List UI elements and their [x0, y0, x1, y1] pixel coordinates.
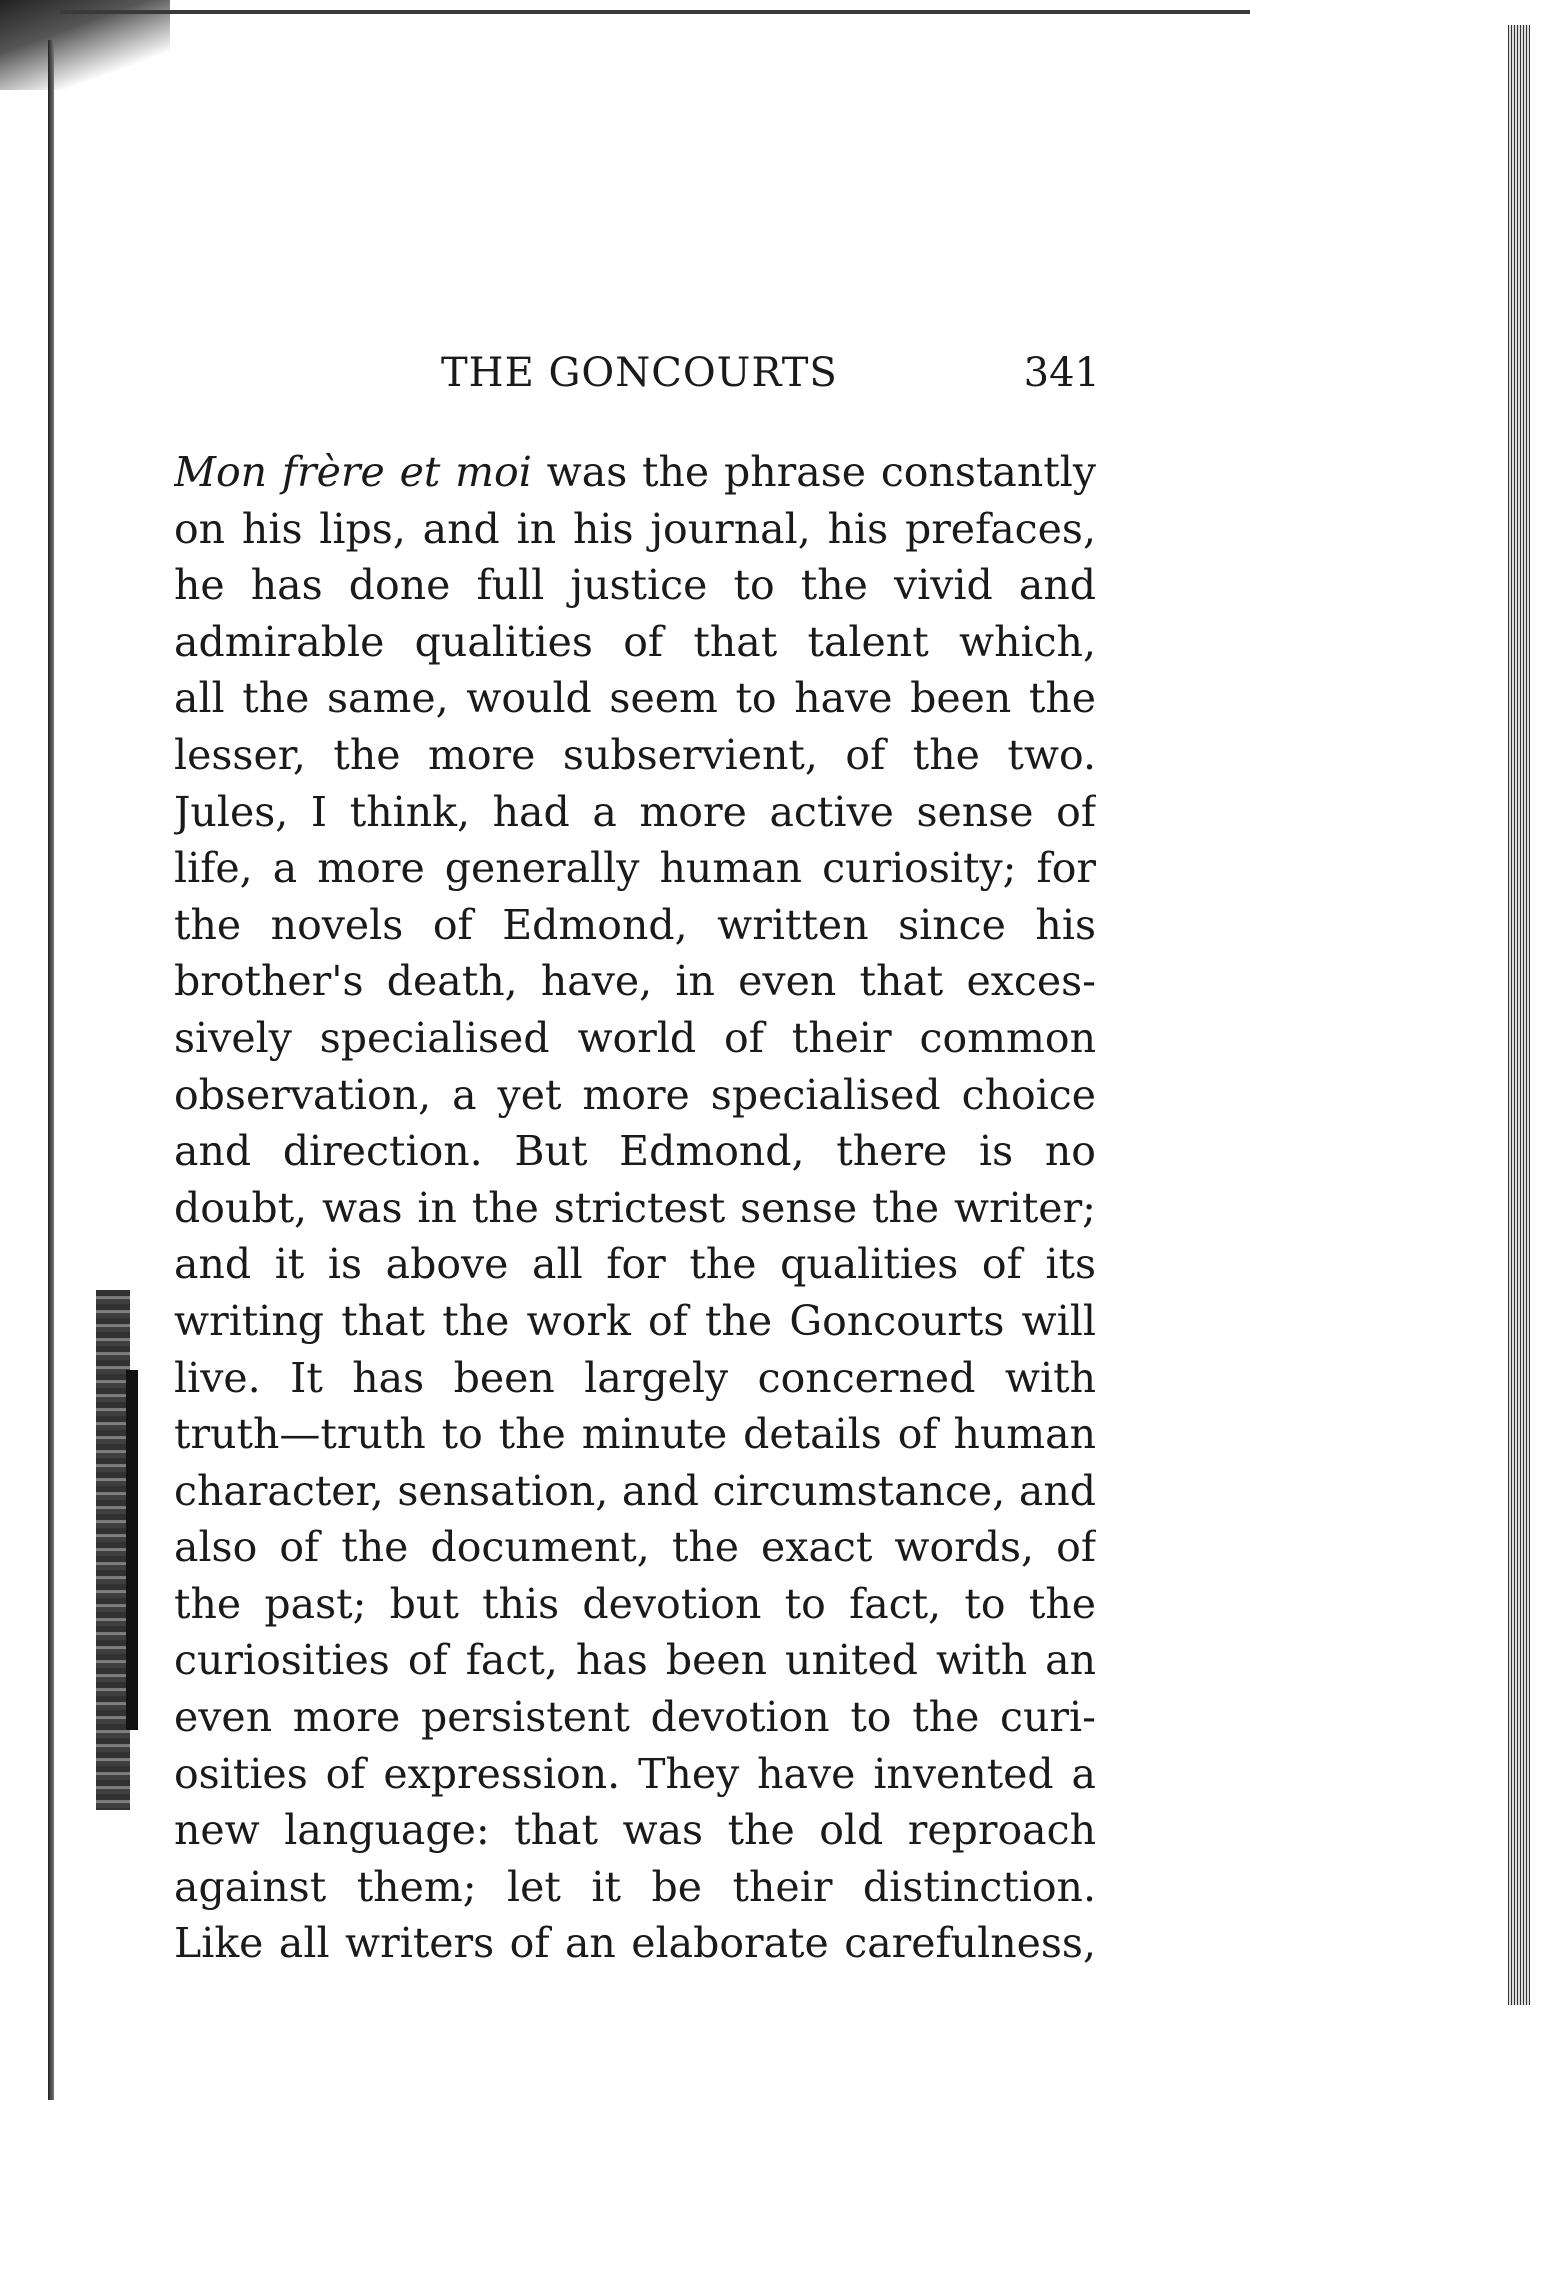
scan-right-edge — [1508, 25, 1530, 2005]
page-number: 341 — [1023, 350, 1100, 396]
text-line: the past; but this devotion to fact, to the — [174, 1579, 1096, 1628]
body-text — [174, 444, 1096, 1972]
text-line: sively specialised world of their common — [174, 1013, 1096, 1062]
text-line: all the same, would seem to have been the — [174, 674, 1096, 723]
text-line: observation, a yet more specialised choice — [174, 1070, 1096, 1119]
text-line — [174, 444, 1096, 501]
margin-pencil-mark — [96, 1290, 130, 1810]
text-line: truth—truth to the minute details of human — [174, 1410, 1096, 1459]
margin-pencil-mark-bar — [126, 1370, 138, 1730]
text-line: character, sensation, and circumstance, and — [174, 1466, 1096, 1515]
text-line: brother's death, have, in even that exces- — [174, 957, 1096, 1006]
scan-top-edge — [60, 10, 1250, 14]
text-line: even more persistent devotion to the curi- — [174, 1693, 1096, 1742]
text-line: new language: that was the old reproach — [174, 1806, 1096, 1855]
text-line-rest: was the phrase constantly — [531, 448, 1096, 496]
text-line: the novels of Edmond, written since his — [174, 900, 1096, 949]
text-line: life, a more generally human curiosity; for — [174, 844, 1096, 893]
text-line: osities of expression. They have invented a — [174, 1749, 1096, 1798]
text-line: on his lips, and in his journal, his prefaces, — [174, 504, 1096, 553]
text-line: he has done full justice to the vivid and — [174, 561, 1096, 610]
text-line: and it is above all for the qualities of its — [174, 1240, 1096, 1289]
text-line: Jules, I think, had a more active sense of — [174, 787, 1096, 836]
text-line: and direction. But Edmond, there is no — [174, 1127, 1096, 1176]
text-line: admirable qualities of that talent which, — [174, 617, 1096, 666]
text-line: doubt, was in the strictest sense the writer; — [174, 1183, 1096, 1232]
running-head — [176, 350, 1100, 410]
text-line: lesser, the more subservient, of the two. — [174, 730, 1096, 779]
italic-phrase: Mon frère et moi — [174, 448, 532, 496]
text-line: curiosities of fact, has been united with an — [174, 1636, 1096, 1685]
text-line: live. It has been largely concerned with — [174, 1353, 1096, 1402]
running-head-title: THE GONCOURTS — [441, 350, 838, 396]
scan-left-edge — [48, 40, 54, 2100]
text-line: writing that the work of the Goncourts will — [174, 1296, 1096, 1345]
text-line: Like all writers of an elaborate carefulness, — [174, 1919, 1096, 1968]
text-line: against them; let it be their distinction. — [174, 1862, 1096, 1911]
text-line: also of the document, the exact words, of — [174, 1523, 1096, 1572]
